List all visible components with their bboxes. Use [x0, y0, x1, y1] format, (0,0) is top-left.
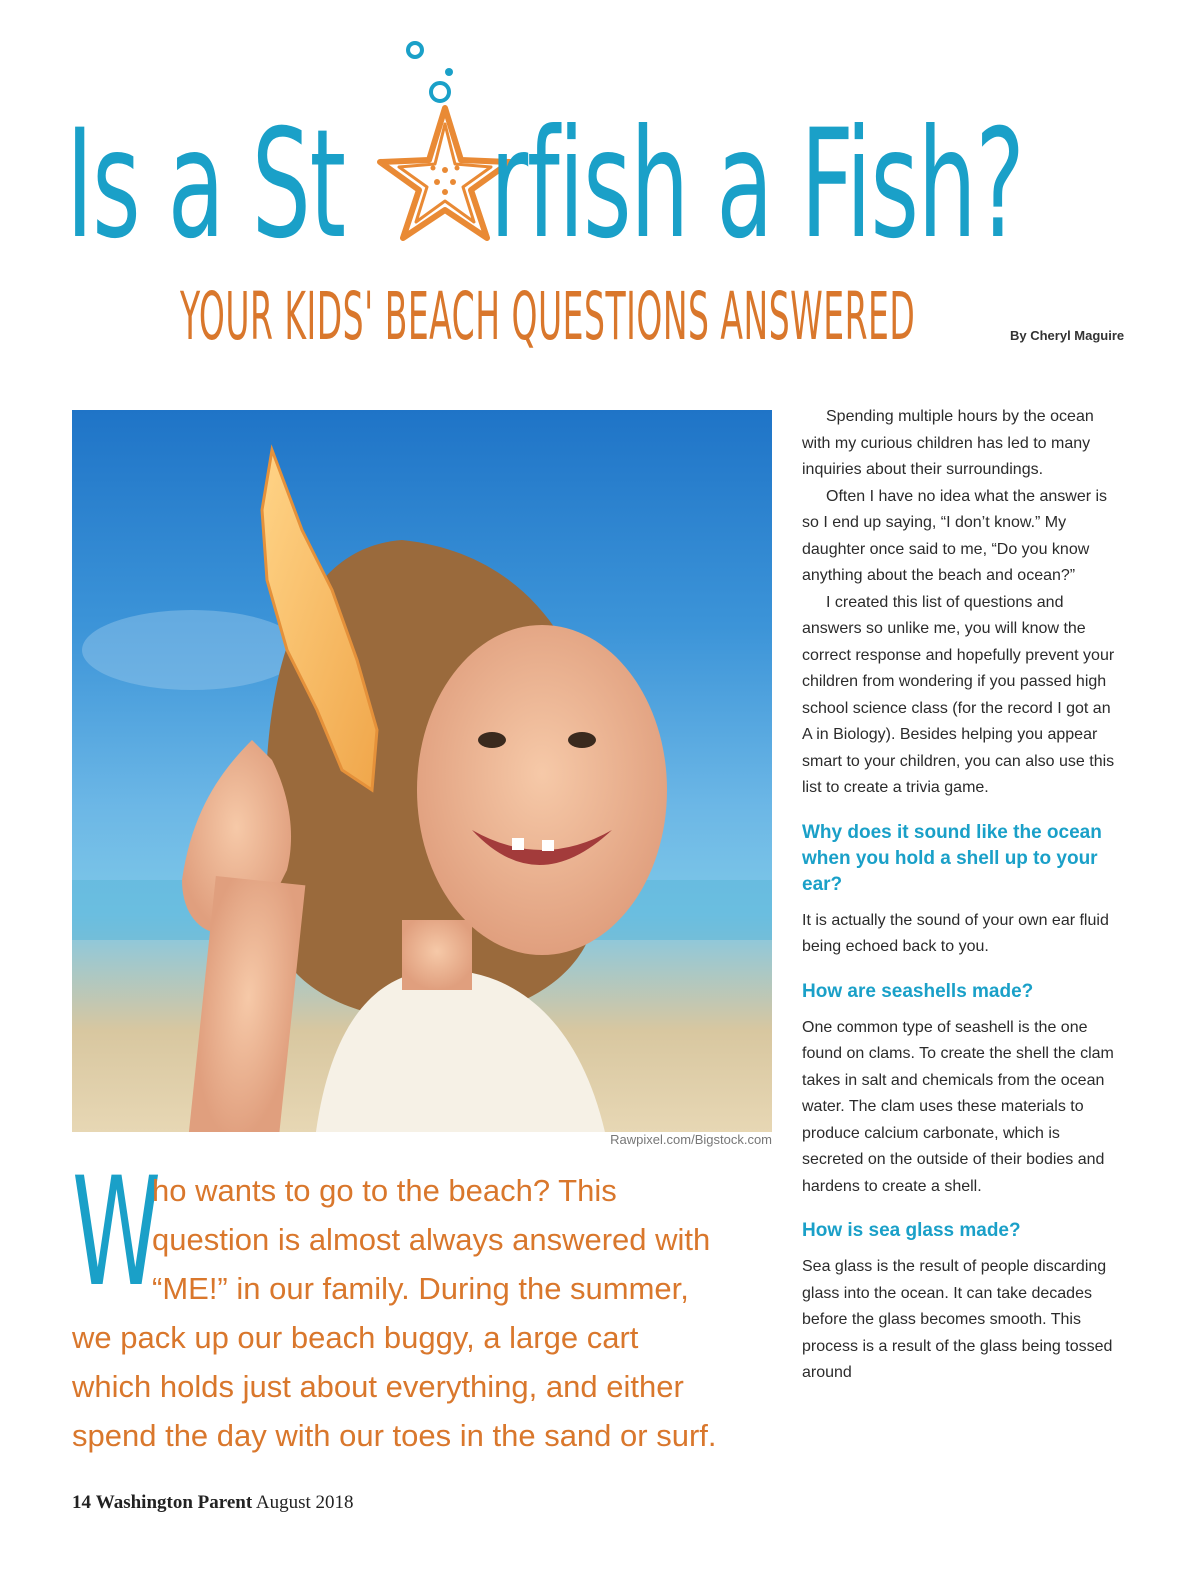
answer-paragraph: Sea glass is the result of people discarding glass into the ocean. It can take decades before the glass becomes smooth. This process is a result of the glass being tossed around	[802, 1258, 1113, 1381]
intro-paragraph: Often I have no idea what the answer is so I end up saying, “I don’t know.” My daughter once said to me, “Do you know anything about the beach and ocean?”	[802, 487, 1108, 584]
article-title	[60, 40, 1140, 270]
title-part-left: Is a St	[66, 98, 345, 272]
issue-date: August 2018	[255, 1492, 354, 1513]
answer-paragraph: It is actually the sound of your own ear fluid being echoed back to you.	[802, 911, 1109, 955]
drop-cap: W	[72, 1146, 161, 1320]
photo-credit: Rawpixel.com/Bigstock.com	[610, 1132, 772, 1147]
lead-line: spend the day with our toes in the sand or surf.	[72, 1418, 717, 1453]
question-heading: How are seashells made?	[802, 980, 1034, 1002]
article-subtitle: YOUR KIDS' BEACH QUESTIONS ANSWERED	[180, 278, 916, 355]
answer-paragraph: One common type of seashell is the one found on clams. To create the shell the clam takes in salt and chemicals from the ocean water. The clam uses these materials to produce calcium carbonate, which is secreted on the outside of their bodies and hardens to create a shell.	[802, 1018, 1114, 1195]
lead-line: which holds just about everything, and either	[72, 1369, 684, 1404]
question-heading: Why does it sound like the ocean when you hold a shell up to your ear?	[802, 821, 1102, 895]
publication-name: Washington Parent	[95, 1492, 253, 1513]
article-column	[802, 404, 1122, 1387]
intro-paragraph: I created this list of questions and answers so unlike me, you will know the correct response and hopefully prevent your children from wondering if you passed high school science class (for the record I got an A in Biology). Besides helping you appear smart to your children, you can also use this list to create a trivia game.	[802, 593, 1115, 796]
page-folio	[72, 1492, 354, 1514]
title-part-right: rfish a Fish?	[490, 98, 1024, 272]
hero-photo	[72, 410, 772, 1132]
page-number: 14	[72, 1492, 91, 1513]
byline: By Cheryl Maguire	[1010, 328, 1125, 343]
lead-line: we pack up our beach buggy, a large cart	[72, 1320, 639, 1355]
lead-line: “ME!” in our family. During the summer,	[152, 1271, 689, 1306]
question-heading: How is sea glass made?	[802, 1220, 1021, 1241]
lead-line: ho wants to go to the beach? This	[152, 1173, 617, 1208]
lead-line: question is almost always answered with	[152, 1222, 711, 1257]
intro-paragraph: Spending multiple hours by the ocean with my curious children has led to many inquiries about their surroundings.	[802, 408, 1094, 478]
